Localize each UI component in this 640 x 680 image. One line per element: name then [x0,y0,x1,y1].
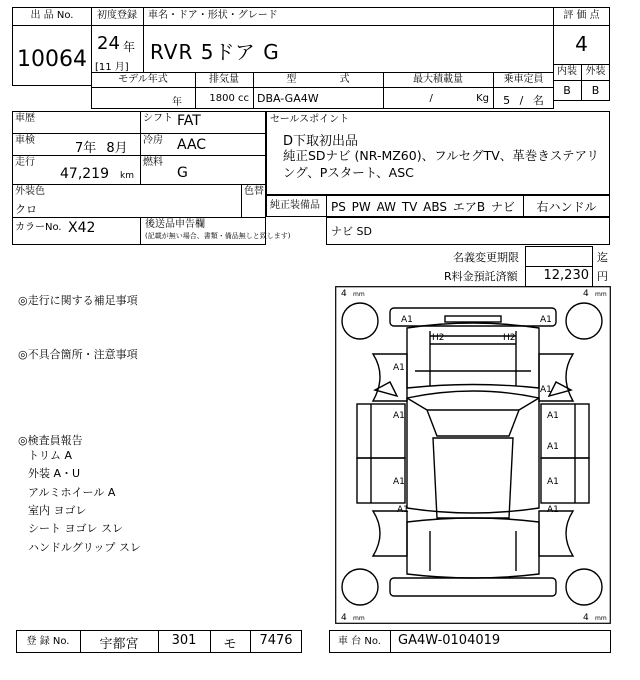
model: DBA-GA4W [257,92,319,105]
rear-right-wheel [566,569,602,605]
registration-place: 宇都宮 [99,637,139,652]
tire-label-rear-right: 4 [583,613,589,623]
chassis-label: 車 台 No. [338,636,381,647]
tire-unit: mm [353,615,365,622]
inspector-line: ハンドルグリップ スレ [28,541,141,554]
score: 4 [575,32,588,56]
damage-mark: A1 [397,505,409,515]
color-no-label: カラーNo. [15,222,62,233]
recycle-value: 12,230 [543,268,589,283]
first-reg-month: [11 月] [95,62,129,73]
ext-color-label: 外装色 [15,186,45,197]
lot-no: 10064 [17,47,87,72]
history-label: 車歴 [15,113,35,124]
chassis-number: GA4W-0104019 [398,633,501,648]
first-reg-label: 初度登録 [97,10,137,21]
registration-number: 7476 [259,633,293,648]
damage-mark: H2 [432,333,445,343]
max-load-label: 最大積載量 [413,74,463,85]
capacity: 5 / 名 [503,94,544,107]
car-name-label: 車名・ドア・形状・グレード [148,10,278,21]
damage-mark: A1 [401,315,413,325]
exterior-grade: B [591,84,600,97]
registration-label: 登 録 No. [26,636,70,647]
recycle-unit: 円 [597,270,608,283]
rear-left-wheel [342,569,378,605]
max-load: / Kg [429,93,489,104]
name-change-label: 名義変更期限 [453,251,519,264]
displacement-label: 排気量 [209,74,239,85]
lot-no-label: 出 品 No. [30,10,74,21]
inspection: 7年 8月 [75,141,128,156]
damage-mark: A1 [547,442,559,452]
inspector-line: アルミホイール A [28,486,116,499]
sales-point-line-2: 純正SDナビ (NR-MZ60)、フルセグTV、革巻きステアリ [283,148,600,163]
damage-mark: A1 [393,363,405,373]
fuel: G [177,165,188,181]
steering-side: 右ハンドル [536,200,597,214]
inspector-line: シート ヨゴレ スレ [28,522,123,535]
aftersale-label: 後送品申告欄 [145,219,205,230]
car-damage-diagram [335,286,611,624]
damage-mark: A1 [540,315,552,325]
score-label: 評 価 点 [563,10,600,21]
recycle-label: R料金預託済額 [444,270,518,283]
ac: AAC [177,137,207,153]
equipment-label: 純正装備品 [270,200,320,211]
equipment-value: PS PW AW TV ABS エアB ナビ [331,200,515,214]
tire-unit: mm [595,291,607,298]
shift-label: シフト [143,113,173,124]
registration-class: 301 [171,633,197,648]
damage-mark: H2 [503,333,516,343]
model-year-unit: 年 [172,97,182,108]
first-reg-year: 24 [97,33,120,54]
capacity-label: 乗車定員 [503,74,544,85]
damage-mark: A1 [547,477,559,487]
tire-label-front-right: 4 [583,289,589,299]
inspection-label: 車検 [15,135,35,146]
damage-mark: A1 [547,411,559,421]
ac-label: 冷房 [143,135,163,146]
inspector-label: ◎検査員報告 [18,434,83,447]
damage-mark: A1 [547,505,559,515]
mileage-unit: km [120,171,134,181]
mileage: 47,219 [60,166,109,182]
color-change-label: 色替 [244,186,264,197]
fuel-label: 燃料 [143,157,163,168]
damage-mark: A1 [393,411,405,421]
defect-notes-label: ◎不具合箇所・注意事項 [18,348,138,361]
tire-label-front-left: 4 [341,289,347,299]
sales-point-line-3: ング、Pスタート、ASC [283,165,414,180]
tire-unit: mm [595,615,607,622]
name-change-box [525,246,593,267]
ext-color: クロ [15,203,37,216]
color-no: X42 [68,220,96,236]
interior-grade: B [563,84,571,97]
exterior-label: 外装 [585,66,606,77]
registration-kana: モ [223,637,237,652]
inspector-line: 室内 ヨゴレ [28,504,87,517]
sales-points-label: セールスポイント [270,114,350,125]
first-reg-year-unit: 年 [123,40,136,54]
model-label: 型 式 [286,74,350,85]
front-left-wheel [342,303,378,339]
aftersale-note: (記載が無い場合、書類・備品無しと致します) [145,232,291,240]
sales-point-line-1: D下取初出品 [283,134,359,149]
model-year-label: モデル年式 [118,74,168,85]
inspector-line: 外装 A・U [28,467,81,480]
damage-mark: A1 [393,477,405,487]
front-right-wheel [566,303,602,339]
interior-label: 内装 [557,66,577,77]
inspector-line: トリム A [28,449,73,462]
name-change-unit: 迄 [597,251,608,264]
driving-notes-label: ◎走行に関する補足事項 [18,294,138,307]
car-name: RVR 5ドア G [150,40,280,64]
tire-unit: mm [353,291,365,298]
shift: FAT [177,113,201,129]
mileage-label: 走行 [15,157,35,168]
aftersale-value: ナビ SD [331,225,372,238]
damage-mark: A1 [540,385,552,395]
displacement: 1800 cc [209,93,249,104]
tire-label-rear-left: 4 [341,613,347,623]
